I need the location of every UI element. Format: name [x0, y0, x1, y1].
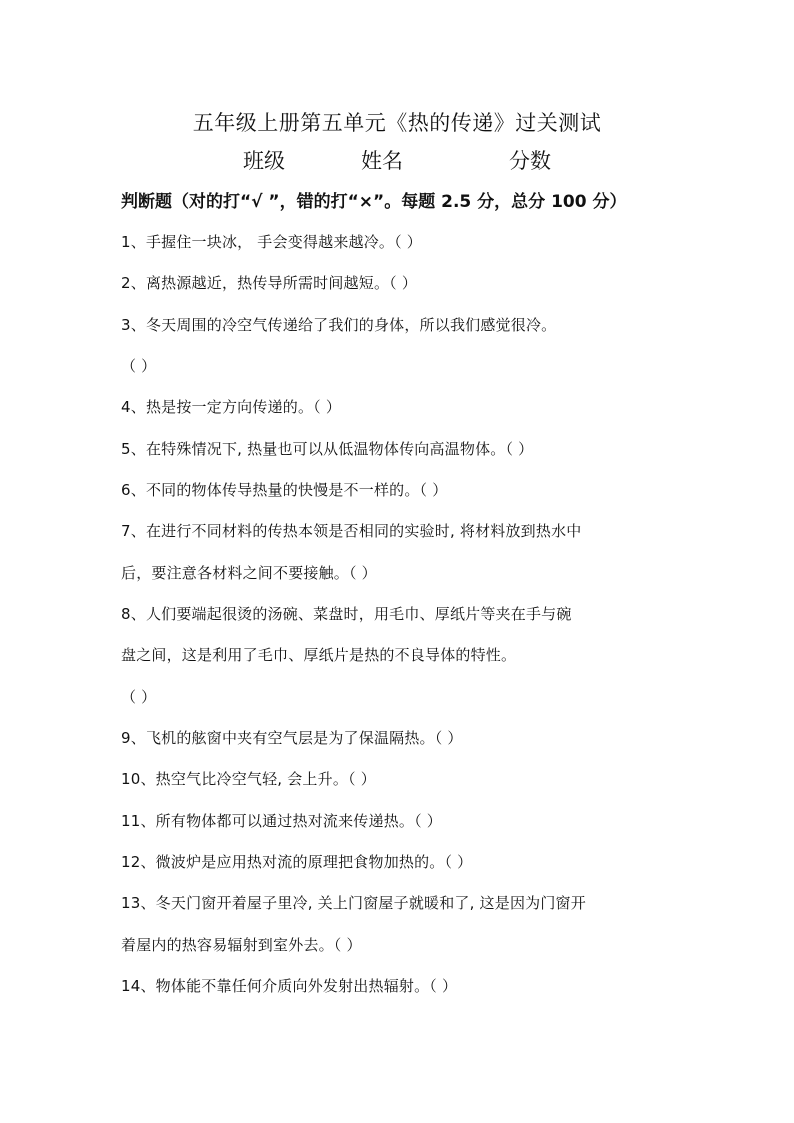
question-line: 1、手握住一块冰， 手会变得越来越冷。（ ）	[121, 233, 422, 251]
question-line: 后，要注意各材料之间不要接触。（ ）	[121, 564, 377, 582]
question-line: 14、物体能不靠任何介质向外发射出热辐射。（ ）	[121, 977, 458, 995]
question-line: 10、热空气比冷空气轻, 会上升。（ ）	[121, 770, 376, 788]
question-line: 4、热是按一定方向传递的。（ ）	[121, 398, 342, 416]
class-label: 班级	[243, 149, 285, 173]
page-title: 五年级上册第五单元《热的传递》过关测试	[192, 111, 602, 135]
question-line: 11、所有物体都可以通过热对流来传递热。（ ）	[121, 812, 442, 830]
question-line: （ ）	[121, 688, 157, 706]
question-line: 盘之间，这是利用了毛巾、厚纸片是热的不良导体的特性。	[121, 646, 517, 664]
question-line: （ ）	[121, 357, 157, 375]
question-line: 5、在特殊情况下, 热量也可以从低温物体传向高温物体。（ ）	[121, 440, 534, 458]
question-line: 12、微波炉是应用热对流的原理把食物加热的。（ ）	[121, 853, 473, 871]
question-line: 着屋内的热容易辐射到室外去。（ ）	[121, 936, 362, 954]
question-line: 6、不同的物体传导热量的快慢是不一样的。（ ）	[121, 481, 448, 499]
question-line: 2、离热源越近，热传导所需时间越短。（ ）	[121, 274, 418, 292]
score-label: 分数	[509, 149, 551, 173]
question-line: 7、在进行不同材料的传热本领是否相同的实验时, 将材料放到热水中	[121, 522, 582, 540]
section-instructions: 判断题（对的打“√ ”，错的打“×”。每题 2.5 分，总分 100 分）	[121, 192, 627, 212]
question-line: 8、人们要端起很烫的汤碗、菜盘时，用毛巾、厚纸片等夹在手与碗	[121, 605, 572, 623]
question-line: 3、冬天周围的冷空气传递给了我们的身体，所以我们感觉很冷。	[121, 316, 557, 334]
question-line: 13、冬天门窗开着屋子里冷, 关上门窗屋子就暖和了, 这是因为门窗开	[121, 894, 586, 912]
question-line: 9、飞机的舷窗中夹有空气层是为了保温隔热。（ ）	[121, 729, 463, 747]
name-label: 姓名	[361, 149, 403, 173]
